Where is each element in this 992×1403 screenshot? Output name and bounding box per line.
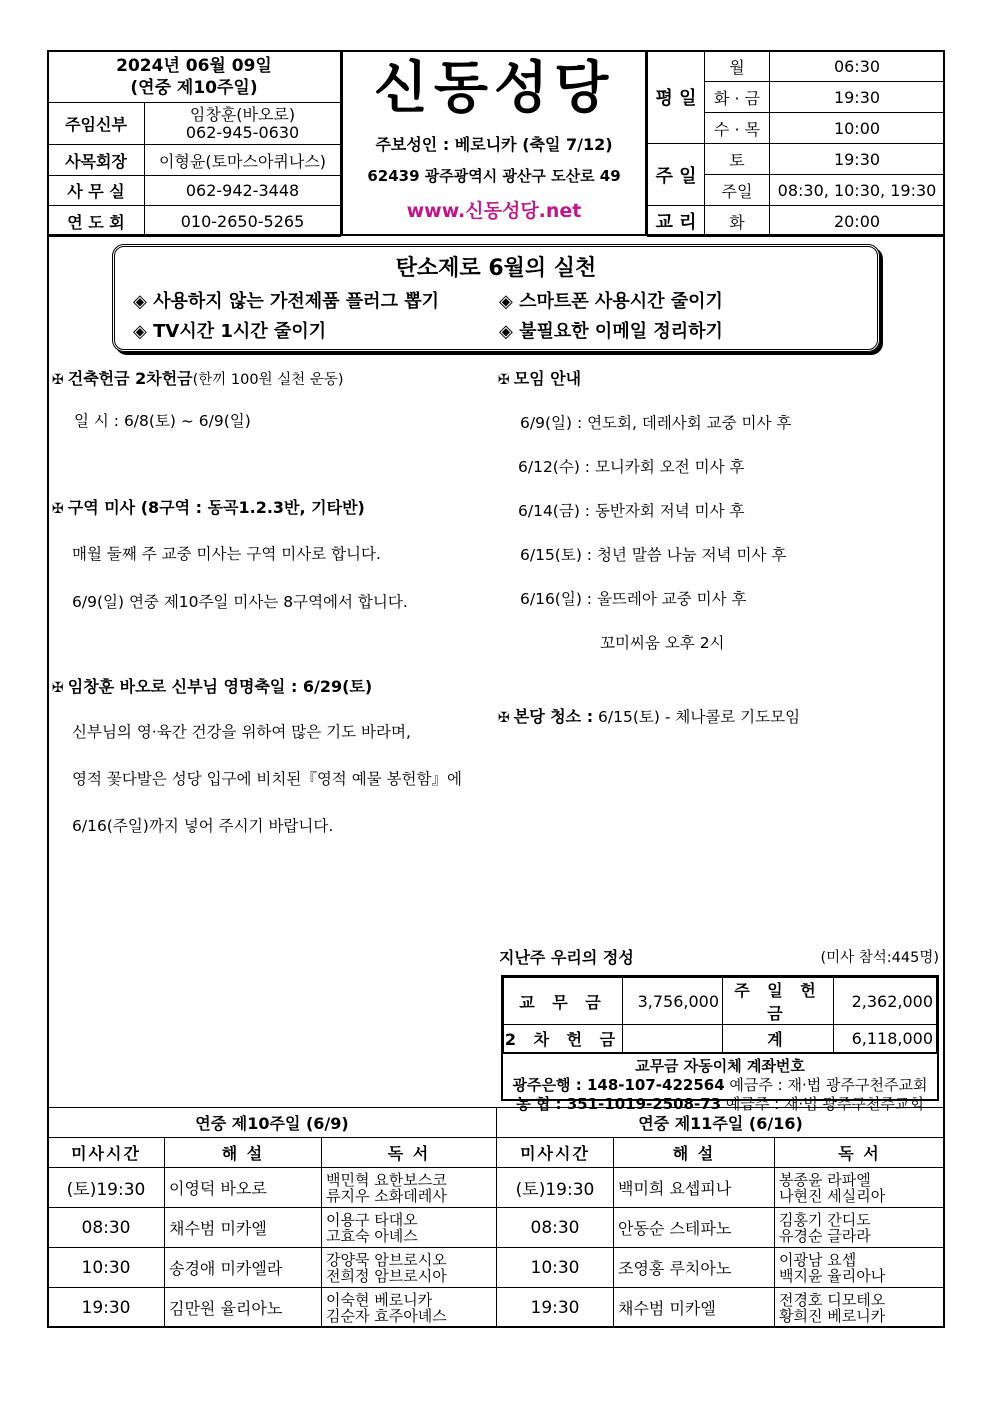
- readers: [322, 1208, 497, 1248]
- offering-label: 계: [723, 1025, 834, 1053]
- section-text: 신부님의 영·육간 건강을 위하여 많은 기도 바라며,: [72, 723, 411, 741]
- table-row: [48, 1168, 945, 1208]
- offering-total: 6,118,000: [834, 1025, 937, 1053]
- cross-icon: ✠: [52, 680, 64, 696]
- section-text: 일 시 : 6/8(토) ~ 6/9(일): [74, 412, 251, 430]
- mass-time-cell: (토)19:30: [48, 1168, 165, 1208]
- reader: 백지윤 율리아나: [779, 1266, 886, 1285]
- banner-title: 탄소제로 6월의 실천: [395, 256, 597, 281]
- table-row: [48, 1208, 945, 1248]
- reader: 강양묵 암브로시오: [326, 1250, 447, 1269]
- building-fund-section: [52, 366, 492, 431]
- info-value: 062-942-3448: [145, 176, 341, 206]
- church-address: 62439 광주광역시 광산구 도산로 49: [367, 167, 621, 185]
- table-row: [48, 1248, 945, 1288]
- offerings-title: 지난주 우리의 정성: [499, 948, 634, 967]
- table-row: [48, 1288, 945, 1328]
- commentator: 백미희 요셉피나: [614, 1168, 775, 1208]
- date-cell: [48, 51, 341, 103]
- mass-time-cell: 19:30: [497, 1288, 614, 1328]
- meeting-item: 6/9(일) : 연도회, 데레사회 교중 미사 후: [520, 414, 792, 432]
- meeting-item: 꼬미씨움 오후 2시: [600, 634, 725, 652]
- mass-time: 19:30: [770, 82, 945, 113]
- section-text: 6/16(주일)까지 넣어 주시기 바랍니다.: [72, 817, 334, 835]
- bank-account: 농 협 : 351-1019-2508-73: [516, 1095, 722, 1113]
- mass-day: 월: [705, 51, 770, 82]
- section-title: 건축헌금 2차헌금: [67, 369, 193, 388]
- readers: [775, 1288, 945, 1328]
- offerings-heading: [499, 945, 939, 968]
- accounts-title: 교무금 자동이체 계좌번호: [635, 1057, 805, 1075]
- reader: 전경호 디모테오: [779, 1290, 886, 1309]
- doctrine-label: 교 리: [648, 206, 705, 237]
- commentator: 김만원 율리아노: [165, 1288, 322, 1328]
- readers: [775, 1168, 945, 1208]
- readers: [775, 1248, 945, 1288]
- offering-value: [623, 1025, 723, 1053]
- header-divider: [47, 234, 945, 236]
- cross-icon: ✠: [52, 501, 64, 517]
- mass-day: 화: [705, 206, 770, 237]
- commentator: 채수범 미카엘: [614, 1288, 775, 1328]
- readers: [322, 1168, 497, 1208]
- column-header: 미사시간: [497, 1138, 614, 1168]
- mass-time-cell: 08:30: [48, 1208, 165, 1248]
- sunday-label: 주 일: [648, 144, 705, 206]
- reader: 백민혁 요한보스코: [326, 1170, 447, 1189]
- commentator: 조영홍 루치아노: [614, 1248, 775, 1288]
- banner-item: ◈ 불필요한 이메일 정리하기: [499, 321, 723, 342]
- mass-day: 화 · 금: [705, 82, 770, 113]
- reader: 이용구 타대오: [326, 1210, 418, 1229]
- column-header: 해 설: [165, 1138, 322, 1168]
- info-label: 주임신부: [48, 103, 145, 145]
- info-value: 이형윤(토마스아퀴나스): [145, 145, 341, 176]
- mass-schedule: [645, 50, 945, 236]
- offering-label: 2 차 헌 금: [504, 1025, 623, 1053]
- column-header: 독 서: [322, 1138, 497, 1168]
- bank-accounts: [503, 1053, 937, 1114]
- mass-time-cell: 19:30: [48, 1288, 165, 1328]
- mass-time-cell: (토)19:30: [497, 1168, 614, 1208]
- info-value: 010-2650-5265: [145, 206, 341, 237]
- section-text: 매월 둘째 주 교중 미사는 구역 미사로 합니다.: [72, 545, 381, 563]
- mass-day: 주일: [705, 175, 770, 206]
- offering-label: 교 무 금: [504, 978, 623, 1025]
- account-owner: 예금주 : 재·법 광주구천주교회: [724, 1076, 928, 1094]
- cross-icon: ✠: [52, 372, 64, 388]
- reader: 나현진 세실리아: [779, 1186, 886, 1205]
- banner-item: ◈ TV시간 1시간 줄이기: [133, 321, 327, 342]
- mass-time: 06:30: [770, 51, 945, 82]
- weekday-label: 평 일: [648, 51, 705, 144]
- mass-time-cell: 10:30: [497, 1248, 614, 1288]
- info-label: 사목회장: [48, 145, 145, 176]
- column-header: 미사시간: [48, 1138, 165, 1168]
- reader: 전희정 암브로시아: [326, 1266, 447, 1285]
- info-value: [145, 103, 341, 145]
- church-title-block: [343, 50, 645, 236]
- mass-time: 08:30, 10:30, 19:30: [770, 175, 945, 206]
- week-header: 연중 제11주일 (6/16): [497, 1108, 945, 1138]
- offering-label: 주 일 헌 금: [723, 978, 834, 1025]
- readers: [322, 1288, 497, 1328]
- bulletin-header: [47, 50, 945, 236]
- commentator: 안동순 스테파노: [614, 1208, 775, 1248]
- section-title: 구역 미사 (8구역 : 동곡1.2.3반, 기타반): [67, 498, 365, 517]
- liturgical-week: (연중 제10주일): [130, 77, 258, 98]
- section-text: 영적 꽃다발은 성당 입구에 비치된『영적 예물 봉헌함』에: [72, 770, 462, 788]
- info-label: 연 도 회: [48, 206, 145, 237]
- section-text: 6/15(토) - 체나콜로 기도모임: [593, 708, 801, 726]
- reader: 김홍기 간디도: [779, 1210, 871, 1229]
- pastor-name: 임창훈(바오로): [189, 104, 296, 124]
- readers: [775, 1208, 945, 1248]
- account-owner: 예금주 : 재·법 광주구천주교회: [721, 1095, 924, 1113]
- info-table: [47, 50, 343, 236]
- meetings-section: [498, 366, 938, 653]
- column-header: 해 설: [614, 1138, 775, 1168]
- feast-day-section: [52, 674, 492, 836]
- commentator: 이영덕 바오로: [165, 1168, 322, 1208]
- offering-value: 3,756,000: [623, 978, 723, 1025]
- meeting-item: 6/12(수) : 모니카회 오전 미사 후: [518, 458, 745, 476]
- cross-icon: ✠: [498, 710, 510, 726]
- reader: 이광남 요셉: [779, 1250, 857, 1269]
- section-subtitle: (한끼 100원 실천 운동): [192, 372, 344, 388]
- mass-day: 수 · 목: [705, 113, 770, 144]
- mass-time: 19:30: [770, 144, 945, 175]
- reader: 류지우 소화데레사: [326, 1186, 447, 1205]
- website-link[interactable]: www.신동성당.net: [406, 200, 582, 222]
- meeting-item: 6/15(토) : 청년 말씀 나눔 저녁 미사 후: [520, 546, 787, 564]
- pastor-phone: 062-945-0630: [185, 122, 300, 142]
- carbon-zero-banner: [112, 244, 880, 352]
- reader: 김순자 효주아녜스: [326, 1306, 447, 1325]
- section-title: 본당 청소 :: [513, 707, 594, 726]
- week-header: 연중 제10주일 (6/9): [48, 1108, 497, 1138]
- section-title: 모임 안내: [513, 369, 582, 388]
- meeting-item: 6/14(금) : 동반자회 저녁 미사 후: [518, 502, 745, 520]
- mass-time: 20:00: [770, 206, 945, 237]
- mass-time: 10:00: [770, 113, 945, 144]
- reader: 고효숙 아녜스: [326, 1226, 418, 1245]
- info-label: 사 무 실: [48, 176, 145, 206]
- banner-item: ◈ 사용하지 않는 가전제품 플러그 뽑기: [133, 291, 439, 312]
- reader: 봉종윤 라파엘: [779, 1170, 871, 1189]
- reader: 이숙현 베로니카: [326, 1290, 433, 1309]
- readers: [322, 1248, 497, 1288]
- church-name: 신동성당: [373, 56, 615, 121]
- ministry-schedule: [47, 1107, 945, 1328]
- commentator: 채수범 미카엘: [165, 1208, 322, 1248]
- mass-day: 토: [705, 144, 770, 175]
- attendance-count: (미사 참석:445명): [820, 950, 939, 966]
- mass-time-cell: 08:30: [497, 1208, 614, 1248]
- mass-time-cell: 10:30: [48, 1248, 165, 1288]
- reader: 황희진 베로니카: [779, 1306, 886, 1325]
- column-header: 독 서: [775, 1138, 945, 1168]
- section-text: 6/9(일) 연중 제10주일 미사는 8구역에서 합니다.: [72, 593, 408, 611]
- offerings-table: [501, 975, 939, 1113]
- commentator: 송경애 미카엘라: [165, 1248, 322, 1288]
- district-mass-section: [52, 495, 492, 612]
- meeting-item: 6/16(일) : 울뜨레아 교중 미사 후: [520, 590, 747, 608]
- bank-account: 광주은행 : 148-107-422564: [512, 1076, 725, 1094]
- bulletin-date: 2024년 06월 09일: [116, 55, 272, 76]
- cleaning-section: [498, 704, 938, 727]
- reader: 유경순 글라라: [779, 1226, 871, 1245]
- offering-value: 2,362,000: [834, 978, 937, 1025]
- patron-saint: 주보성인 : 베로니카 (축일 7/12): [375, 135, 613, 154]
- banner-item: ◈ 스마트폰 사용시간 줄이기: [499, 291, 723, 312]
- section-title: 임창훈 바오로 신부님 영명축일 : 6/29(토): [67, 677, 373, 696]
- cross-icon: ✠: [498, 372, 510, 388]
